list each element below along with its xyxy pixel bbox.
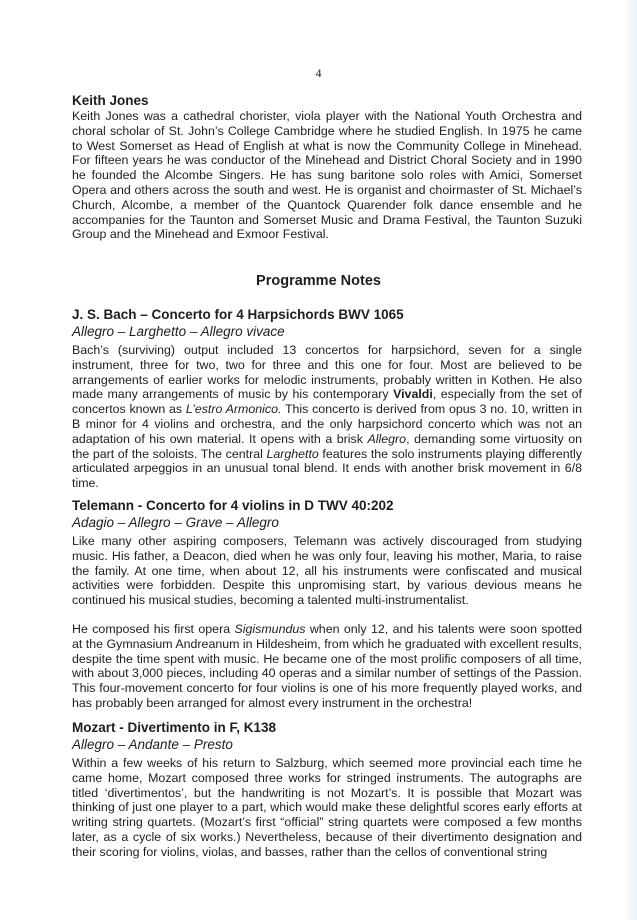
mozart-movements: Allegro – Andante – Presto bbox=[72, 737, 233, 752]
bio-text: Keith Jones was a cathedral chorister, viola player with the National Youth Orchestra and choral scholar of St. John’s College Cambridge where he studied English. In 1975 he came to West Somerset as Head of English at what is now the Community College in Minehead. For fifteen years he was conductor of the Minehead and District Choral Society and in 1990 he founded the Alcombe Singers. He has sung baritone solo roles with Amici, Somerset Opera and others across the south and west. He is organist and choirmaster of St. Michael’s Church, Alcombe, a member of the Quantock Quarender folk dance ensemble and he accompanies for the Taunton and Somerset Music and Drama Festival, the Taunton Suzuki Group and the Minehead and Exmoor Festival. bbox=[72, 109, 582, 242]
bach-movements: Allegro – Larghetto – Allegro vivace bbox=[72, 324, 285, 339]
page-number: 4 bbox=[315, 66, 322, 80]
telemann-heading: Telemann - Concerto for 4 violins in D TWV 40:202 bbox=[72, 498, 394, 513]
bach-text: Bach’s (surviving) output included 13 concertos for harpsichord, seven for a single instrument, three for two, two for three and this one for four. Most are believed to be arrangements of earlier works for melodic instruments, probably written in Kothen. He also made many arrangements of music by his contemporary Vivaldi, especially from the set of concertos known as L’estro Armonico. This concerto is derived from opus 3 no. 10, written in B minor for 4 violins and orchestra, and the only harpsichord concerto which was not an adaptation of his own material. It opens with a brisk Allegro, demanding some virtuosity on the part of the soloists. The central Larghetto features the solo instruments playing differently articulated arpeggios in an unusual tonal blend. It ends with another brisk movement in 6/8 time. bbox=[72, 343, 583, 491]
mozart-text: Within a few weeks of his return to Salzburg, which seemed more provincial each time he came home, Mozart composed three works for stringed instruments. The autographs are titled ‘divertimentos’, but the handwriting is not Mozart’s. It is possible that Mozart was thinking of just one player to a part, which would make these delightful scores early efforts at writing string quartets. (Mozart’s first “official” string quartets were composed a few months later, as a cycle of six works.) Nevertheless, because of their divertimento designation and their scoring for violins, violas, and basses, rather than the cellos of conventional string bbox=[72, 756, 582, 859]
mozart-section bbox=[72, 720, 582, 860]
mozart-heading: Mozart - Divertimento in F, K138 bbox=[72, 720, 277, 735]
bio-heading: Keith Jones bbox=[72, 93, 149, 108]
bio-section bbox=[72, 93, 582, 242]
page-edge-shading bbox=[623, 0, 637, 920]
telemann-paragraph-1: Like many other aspiring composers, Telemann was actively discouraged from studying music. His father, a Deacon, died when he was only four, leaving his mother, Maria, to raise the family. At one time, when about 12, all his instruments were confiscated and musical activities were forbidden. Despite this unpromising start, by various devious means he continued his musical studies, becoming a talented multi-instrumentalist. bbox=[72, 534, 582, 608]
telemann-section bbox=[72, 498, 582, 711]
telemann-paragraph-2: He composed his first opera Sigismundus when only 12, and his talents were soon spotted at the Gymnasium Andreanum in Hildesheim, from which he graduated with excellent results, despite the time spent with music. He became one of the most prolific composers of all time, with about 3,000 pieces, including 40 operas and a similar number of settings of the Passion. This four-movement concerto for four violins is one of his more frequently played works, and has probably been arranged for almost every instrument in the orchestra! bbox=[72, 621, 582, 710]
telemann-movements: Adagio – Allegro – Grave – Allegro bbox=[72, 515, 279, 530]
bach-heading: J. S. Bach – Concerto for 4 Harpsichords BWV 1065 bbox=[72, 307, 404, 322]
bach-section bbox=[72, 307, 582, 491]
vivaldi-name: Vivaldi bbox=[393, 387, 433, 402]
programme-notes-title: Programme Notes bbox=[256, 273, 381, 289]
